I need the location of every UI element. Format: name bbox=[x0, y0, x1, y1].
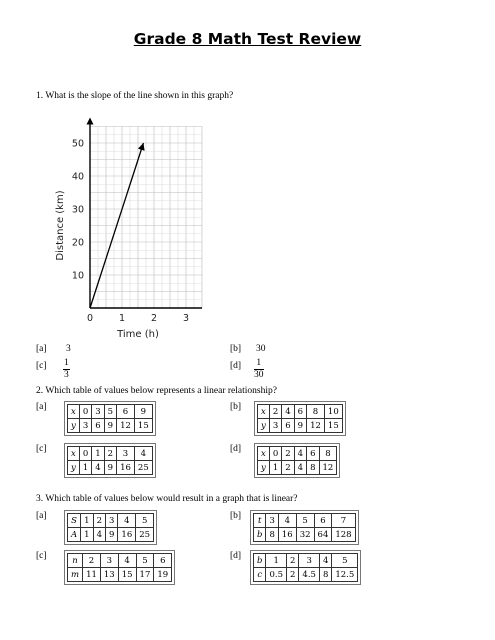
table-variable-cell: y bbox=[258, 419, 270, 433]
table-variable-cell: x bbox=[258, 405, 270, 419]
table-value-cell: 1 bbox=[266, 554, 287, 568]
table-value-cell: 6 bbox=[307, 447, 319, 461]
table-value-cell: 16 bbox=[278, 528, 296, 542]
table-row bbox=[254, 514, 356, 528]
y-tick-label: 50 bbox=[71, 138, 84, 150]
option-d-numerator: 1 bbox=[254, 358, 264, 370]
table-value-cell: 9 bbox=[105, 528, 117, 542]
q3-a-label: [a] bbox=[36, 511, 47, 521]
table-variable-cell: y bbox=[68, 419, 80, 433]
table-value-cell: 9 bbox=[104, 461, 116, 475]
table-variable-cell: A bbox=[68, 528, 81, 542]
data-line-arrow bbox=[138, 143, 145, 151]
table-value-cell: 4 bbox=[93, 528, 105, 542]
table-value-cell: 19 bbox=[154, 568, 172, 582]
table-value-cell: 8 bbox=[319, 568, 331, 582]
table-value-cell: 4 bbox=[282, 405, 294, 419]
table-row bbox=[68, 514, 154, 528]
table-value-cell: 4 bbox=[118, 554, 136, 568]
table-variable-cell: S bbox=[68, 514, 81, 528]
table-variable-cell: x bbox=[258, 447, 270, 461]
table-row bbox=[68, 554, 172, 568]
y-tick-label: 30 bbox=[71, 204, 84, 216]
distance-time-graph bbox=[50, 112, 210, 344]
table-value-cell: 16 bbox=[118, 528, 136, 542]
table-value-cell: 3 bbox=[299, 554, 320, 568]
table-value-cell: 11 bbox=[83, 568, 101, 582]
x-tick-label: 3 bbox=[182, 313, 190, 324]
table-variable-cell: t bbox=[254, 514, 266, 528]
table-variable-cell: b bbox=[254, 554, 266, 568]
table-value-cell: 15 bbox=[118, 568, 136, 582]
table-value-cell: 64 bbox=[314, 528, 332, 542]
x-tick-label: 0 bbox=[86, 313, 94, 324]
question-2-text: 2. Which table of values below represents a linear relationship? bbox=[36, 386, 277, 396]
y-tick-label: 40 bbox=[71, 171, 84, 183]
option-d-denominator: 30 bbox=[254, 370, 264, 380]
y-axis-label: Distance (km) bbox=[55, 190, 66, 261]
table-value-cell: 8 bbox=[307, 461, 319, 475]
table-row bbox=[68, 461, 153, 475]
option-d-label: [d] bbox=[230, 361, 242, 371]
table-variable-cell: x bbox=[68, 405, 80, 419]
table-value-cell: 8 bbox=[266, 528, 278, 542]
table-row bbox=[68, 447, 153, 461]
option-c-denominator: 3 bbox=[64, 370, 69, 380]
table-value-cell: 9 bbox=[104, 419, 116, 433]
table-value-cell: 32 bbox=[296, 528, 314, 542]
table-value-cell: 2 bbox=[282, 447, 294, 461]
table-value-cell: 5 bbox=[136, 554, 154, 568]
table-value-cell: 12.5 bbox=[332, 568, 358, 582]
table-row bbox=[254, 568, 358, 582]
table-row bbox=[68, 528, 154, 542]
table-value-cell: 3 bbox=[269, 419, 281, 433]
table-row bbox=[68, 568, 172, 582]
table-value-cell: 3 bbox=[92, 405, 104, 419]
table-value-cell: 3 bbox=[105, 514, 117, 528]
table-value-cell: 0 bbox=[79, 405, 91, 419]
table-row bbox=[258, 447, 337, 461]
table-value-cell: 2 bbox=[269, 405, 281, 419]
q3-table-c bbox=[64, 550, 175, 585]
table-value-cell: 17 bbox=[136, 568, 154, 582]
table-value-cell: 5 bbox=[104, 405, 116, 419]
q3-table-a bbox=[64, 510, 157, 545]
table-value-cell: 5 bbox=[136, 514, 154, 528]
q3-d-label: [d] bbox=[230, 551, 242, 561]
option-a-label: [a] bbox=[36, 344, 47, 354]
y-tick-label: 20 bbox=[71, 237, 84, 249]
table-value-cell: 15 bbox=[134, 419, 152, 433]
table-value-cell: 2 bbox=[83, 554, 101, 568]
table-value-cell: 12 bbox=[117, 419, 135, 433]
x-tick-label: 1 bbox=[118, 313, 126, 324]
table-value-cell: 12 bbox=[319, 461, 337, 475]
page-title: Grade 8 Math Test Review bbox=[133, 30, 362, 48]
table-value-cell: 6 bbox=[117, 405, 135, 419]
q3-table-d bbox=[250, 550, 361, 585]
q2-table-c bbox=[64, 443, 156, 478]
question-1-text: 1. What is the slope of the line shown in this graph? bbox=[36, 91, 234, 101]
table-value-cell: 1 bbox=[79, 461, 91, 475]
table-value-cell: 12 bbox=[307, 419, 325, 433]
table-value-cell: 7 bbox=[332, 514, 355, 528]
table-value-cell: 128 bbox=[332, 528, 355, 542]
table-value-cell: 25 bbox=[134, 461, 152, 475]
table-value-cell: 4 bbox=[278, 514, 296, 528]
table-value-cell: 3 bbox=[100, 554, 118, 568]
table-value-cell: 4 bbox=[118, 514, 136, 528]
table-value-cell: 9 bbox=[134, 405, 152, 419]
table-value-cell: 15 bbox=[324, 419, 342, 433]
table-value-cell: 3 bbox=[117, 447, 135, 461]
table-value-cell: 5 bbox=[296, 514, 314, 528]
option-c-numerator: 1 bbox=[64, 358, 69, 368]
table-value-cell: 4 bbox=[319, 554, 331, 568]
table-value-cell: 6 bbox=[92, 419, 104, 433]
table-variable-cell: n bbox=[68, 554, 83, 568]
y-tick-label: 10 bbox=[71, 270, 84, 282]
table-value-cell: 2 bbox=[286, 554, 298, 568]
table-value-cell: 0 bbox=[269, 447, 281, 461]
table-value-cell: 4 bbox=[92, 461, 104, 475]
table-row bbox=[68, 405, 153, 419]
table-value-cell: 4.5 bbox=[299, 568, 320, 582]
table-value-cell: 4 bbox=[294, 461, 306, 475]
table-row bbox=[258, 419, 343, 433]
table-value-cell: 6 bbox=[154, 554, 172, 568]
table-value-cell: 2 bbox=[286, 568, 298, 582]
table-value-cell: 10 bbox=[324, 405, 342, 419]
table-value-cell: 1 bbox=[81, 528, 93, 542]
q2-a-label: [a] bbox=[36, 402, 47, 412]
table-value-cell: 6 bbox=[294, 405, 306, 419]
q3-c-label: [c] bbox=[36, 551, 47, 561]
option-b-value: 30 bbox=[256, 344, 266, 354]
table-value-cell: 4 bbox=[294, 447, 306, 461]
q2-d-label: [d] bbox=[230, 444, 242, 454]
x-axis-label: Time (h) bbox=[117, 329, 159, 340]
table-value-cell: 1 bbox=[269, 461, 281, 475]
q2-table-d bbox=[254, 443, 340, 478]
table-value-cell: 3 bbox=[79, 419, 91, 433]
table-variable-cell: m bbox=[68, 568, 83, 582]
question-3-text: 3. Which table of values below would result in a graph that is linear? bbox=[36, 494, 298, 504]
option-a-value: 3 bbox=[66, 344, 71, 354]
table-value-cell: 1 bbox=[92, 447, 104, 461]
table-value-cell: 6 bbox=[282, 419, 294, 433]
option-b-label: [b] bbox=[230, 344, 242, 354]
table-value-cell: 3 bbox=[266, 514, 278, 528]
table-value-cell: 1 bbox=[81, 514, 93, 528]
table-value-cell: 25 bbox=[136, 528, 154, 542]
table-variable-cell: b bbox=[254, 528, 266, 542]
table-value-cell: 0 bbox=[79, 447, 91, 461]
q3-table-b bbox=[250, 510, 359, 545]
table-value-cell: 8 bbox=[319, 447, 337, 461]
table-value-cell: 4 bbox=[134, 447, 152, 461]
table-value-cell: 8 bbox=[307, 405, 325, 419]
table-variable-cell: y bbox=[68, 461, 80, 475]
table-value-cell: 0.5 bbox=[266, 568, 287, 582]
table-value-cell: 2 bbox=[282, 461, 294, 475]
option-d-fraction bbox=[254, 358, 264, 381]
table-value-cell: 16 bbox=[117, 461, 135, 475]
q2-c-label: [c] bbox=[36, 444, 47, 454]
table-value-cell: 13 bbox=[100, 568, 118, 582]
table-row bbox=[254, 554, 358, 568]
q3-b-label: [b] bbox=[230, 511, 242, 521]
table-row bbox=[258, 461, 337, 475]
option-c-label: [c] bbox=[36, 361, 47, 371]
table-value-cell: 6 bbox=[314, 514, 332, 528]
option-c-fraction bbox=[63, 358, 70, 381]
table-variable-cell: y bbox=[258, 461, 270, 475]
y-axis-arrow bbox=[87, 118, 94, 125]
table-value-cell: 2 bbox=[104, 447, 116, 461]
x-tick-label: 2 bbox=[150, 313, 158, 324]
q2-b-label: [b] bbox=[230, 402, 242, 412]
table-value-cell: 2 bbox=[93, 514, 105, 528]
table-row bbox=[258, 405, 343, 419]
table-row bbox=[254, 528, 356, 542]
table-value-cell: 5 bbox=[332, 554, 358, 568]
q2-table-a bbox=[64, 401, 156, 436]
table-variable-cell: c bbox=[254, 568, 266, 582]
table-value-cell: 9 bbox=[294, 419, 306, 433]
table-variable-cell: x bbox=[68, 447, 80, 461]
q2-table-b bbox=[254, 401, 346, 436]
table-row bbox=[68, 419, 153, 433]
